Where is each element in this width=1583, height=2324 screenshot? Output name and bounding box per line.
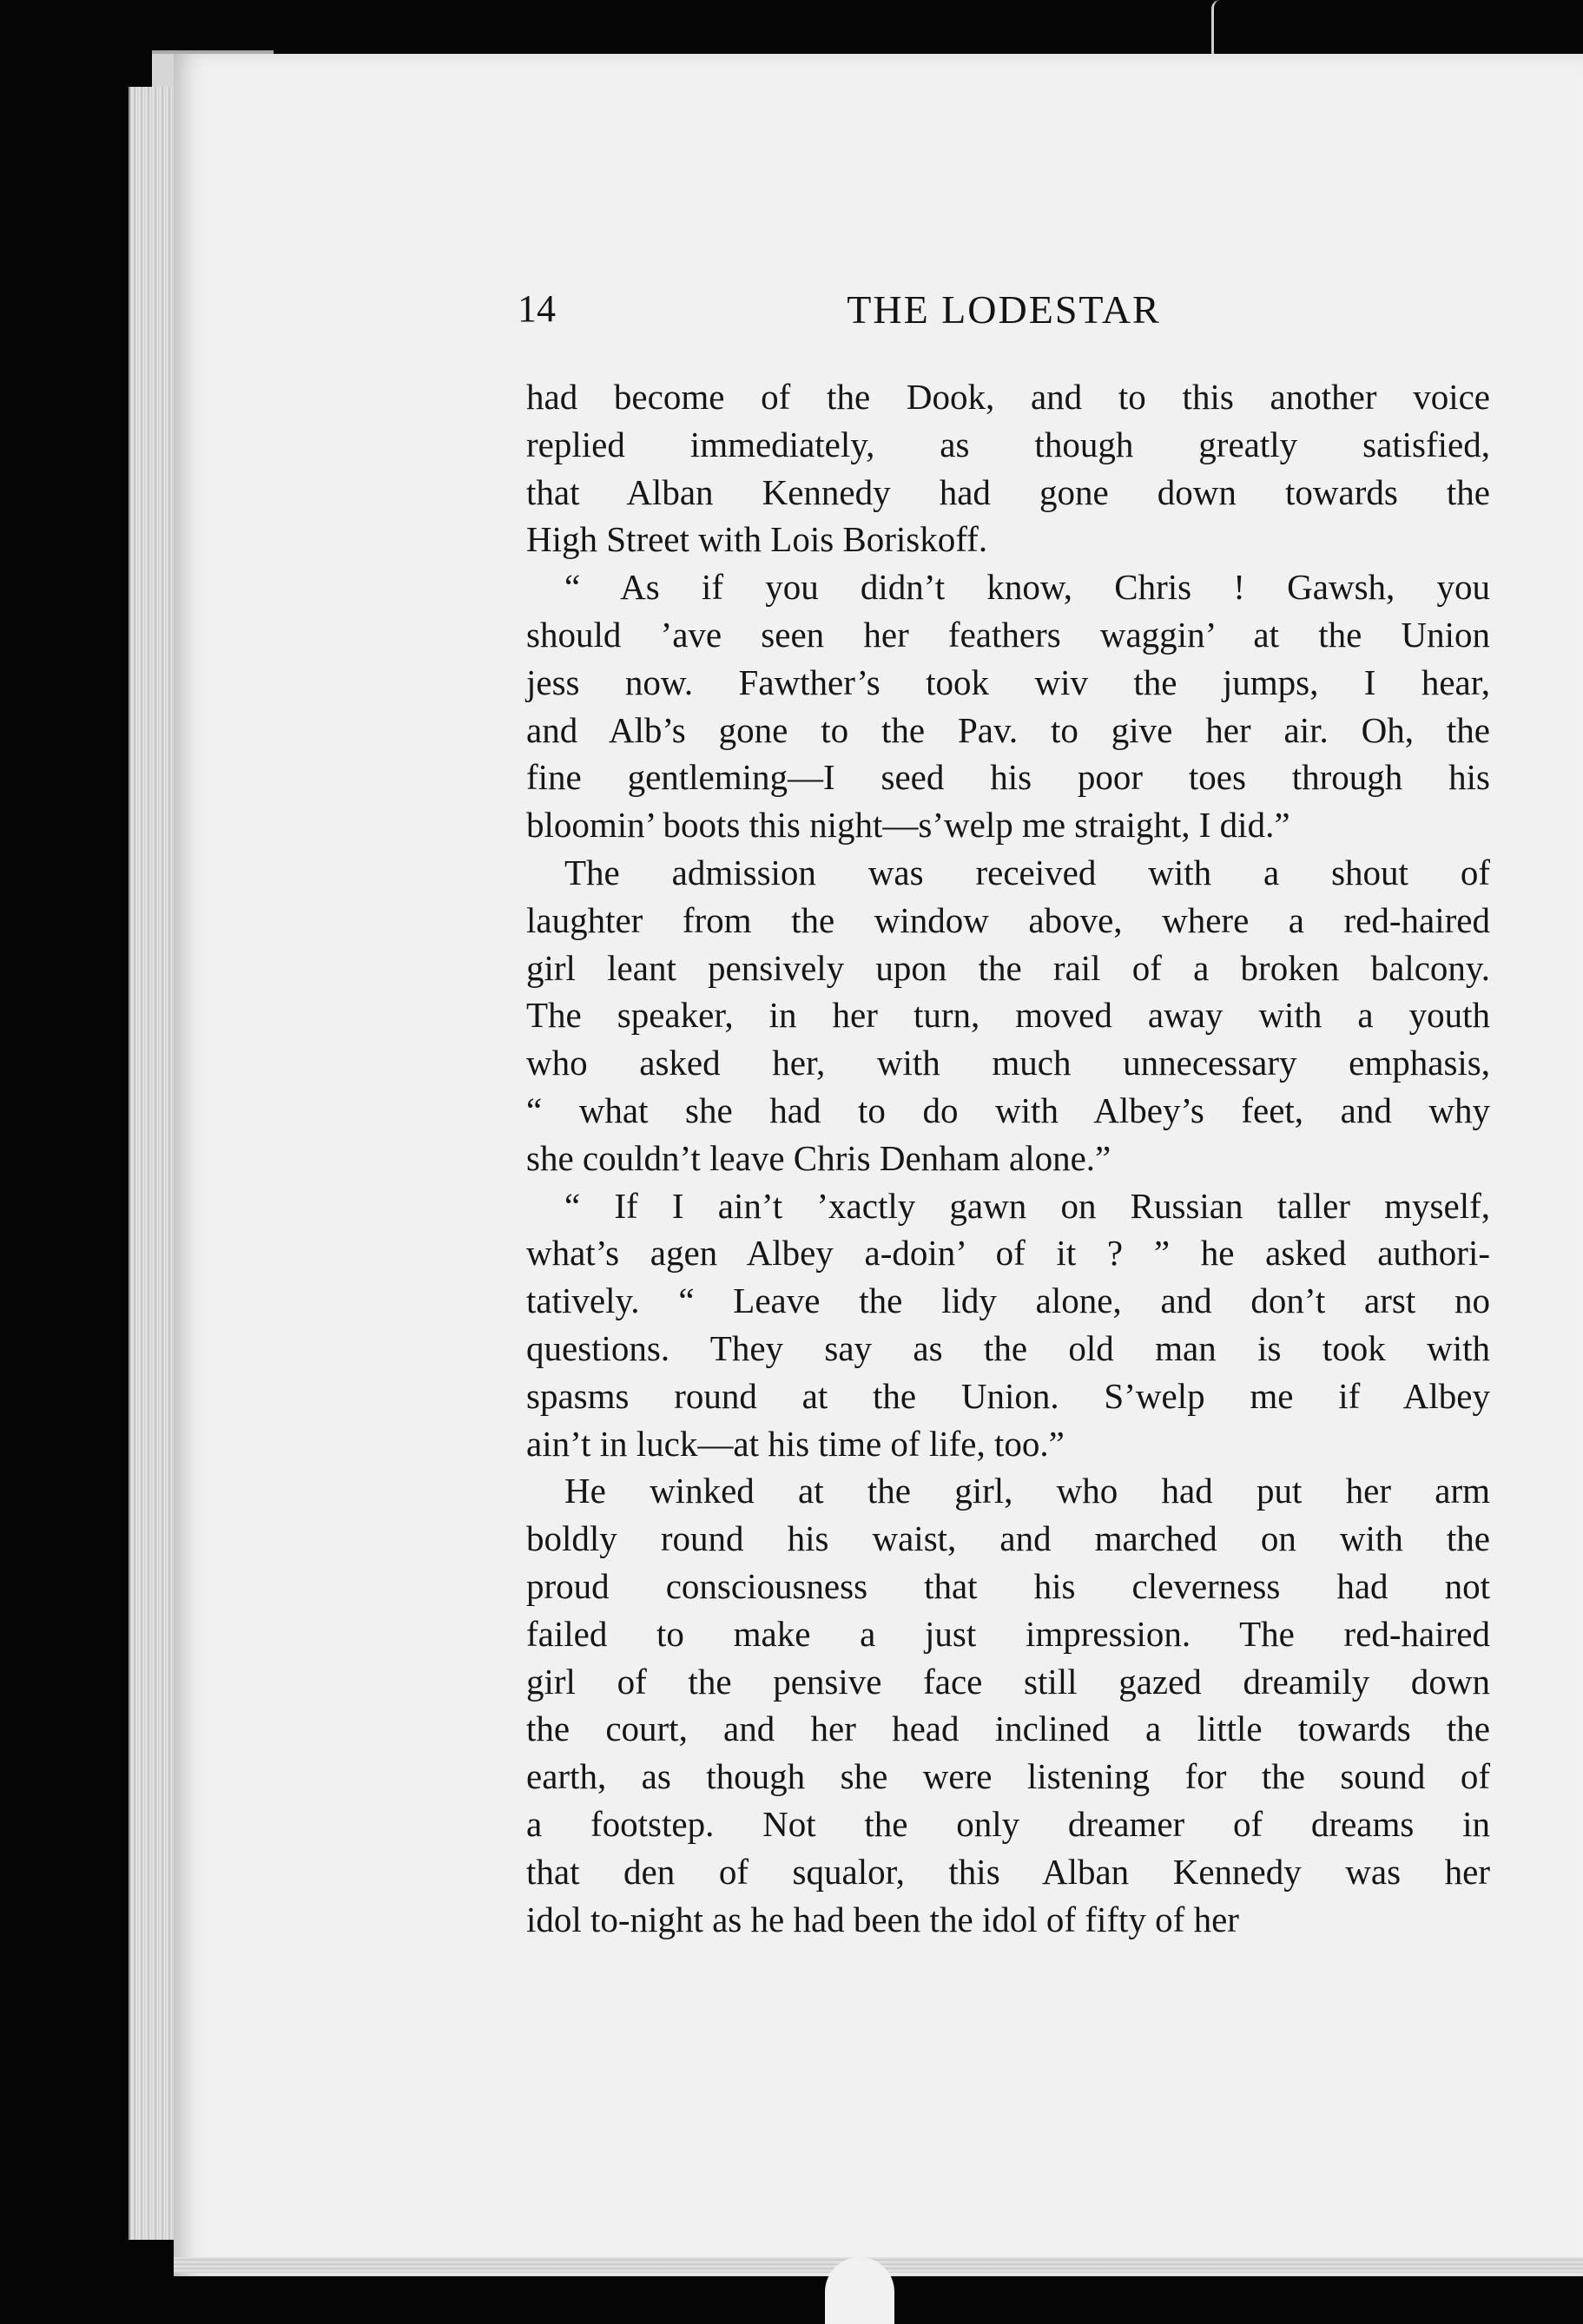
text-line: proud consciousness that his cleverness had not bbox=[526, 1565, 1490, 1606]
text-line: she couldn’t leave Chris Denham alone.” bbox=[526, 1137, 1111, 1178]
text-line: replied immediately, as though greatly satisfied, bbox=[526, 424, 1490, 464]
text-line: should ’ave seen her feathers waggin’ at the Union bbox=[526, 614, 1490, 655]
text-line: the court, and her head inclined a little towards the bbox=[526, 1708, 1490, 1749]
running-head: THE LODESTAR bbox=[847, 287, 1161, 332]
text-line: The admission was received with a shout of bbox=[564, 852, 1490, 892]
paragraph bbox=[526, 1467, 1490, 1943]
text-line: that den of squalor, this Alban Kennedy was her bbox=[526, 1851, 1490, 1892]
text-line: what’s agen Albey a-doin’ of it ? ” he asked authori- bbox=[526, 1233, 1490, 1274]
text-line: bloomin’ boots this night—s’welp me straight, I did.” bbox=[526, 805, 1290, 846]
paragraph bbox=[526, 563, 1490, 849]
paragraph bbox=[526, 1182, 1490, 1468]
text-line: ain’t in luck—at his time of life, too.” bbox=[526, 1423, 1065, 1464]
text-line: He winked at the girl, who had put her arm bbox=[564, 1471, 1490, 1511]
paragraph bbox=[526, 373, 1490, 563]
text-line: girl leant pensively upon the rail of a broken balcony. bbox=[526, 947, 1490, 988]
text-line: laughter from the window above, where a red-haired bbox=[526, 899, 1490, 940]
text-line: earth, as though she were listening for the sound of bbox=[526, 1756, 1490, 1797]
text-line: failed to make a just impression. The red-haired bbox=[526, 1613, 1490, 1654]
text-line: “ As if you didn’t know, Chris ! Gawsh, you bbox=[564, 567, 1490, 608]
text-line: that Alban Kennedy had gone down towards the bbox=[526, 471, 1490, 512]
text-line: idol to-night as he had been the idol of fifty of her bbox=[526, 1899, 1239, 1939]
text-line: jess now. Fawther’s took wiv the jumps, I hear, bbox=[526, 662, 1490, 702]
text-line: girl of the pensive face still gazed dreamily down bbox=[526, 1661, 1490, 1702]
text-line: had become of the Dook, and to this another voice bbox=[526, 377, 1490, 417]
text-line: The speaker, in her turn, moved away with a youth bbox=[526, 995, 1490, 1036]
text-line: a footstep. Not the only dreamer of dreams in bbox=[526, 1803, 1490, 1844]
text-line: High Street with Lois Boriskoff. bbox=[526, 519, 988, 560]
text-line: “ If I ain’t ’xactly gawn on Russian taller myself, bbox=[564, 1185, 1490, 1226]
text-line: questions. They say as the old man is took with bbox=[526, 1327, 1490, 1368]
text-line: boldly round his waist, and marched on with the bbox=[526, 1518, 1490, 1559]
page-header bbox=[518, 286, 1490, 347]
binding-notch bbox=[825, 2257, 894, 2324]
text-line: fine gentleming—I seed his poor toes through his bbox=[526, 757, 1490, 798]
text-line: spasms round at the Union. S’welp me if Albey bbox=[526, 1375, 1490, 1416]
body-text bbox=[526, 373, 1490, 1943]
text-line: and Alb’s gone to the Pav. to give her air. Oh, the bbox=[526, 709, 1490, 750]
text-line: tatively. “ Leave the lidy alone, and don’t arst no bbox=[526, 1281, 1490, 1321]
scan-artifact bbox=[1211, 0, 1231, 61]
text-line: who asked her, with much unnecessary emphasis, bbox=[526, 1043, 1490, 1083]
page-number: 14 bbox=[518, 287, 556, 330]
paragraph bbox=[526, 849, 1490, 1182]
text-line: “ what she had to do with Albey’s feet, and why bbox=[526, 1090, 1490, 1130]
